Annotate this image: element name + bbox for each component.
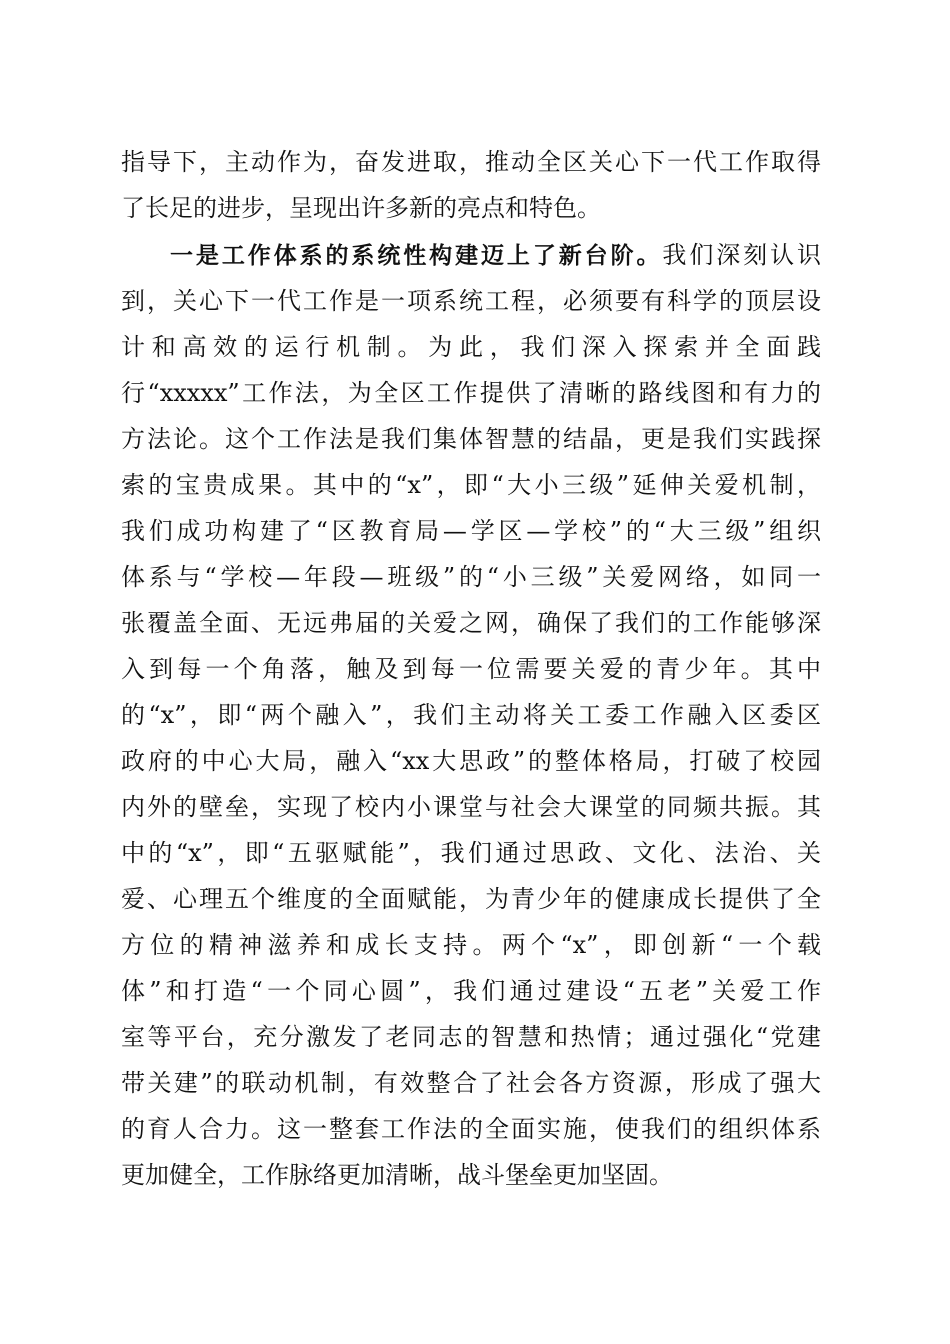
paragraph-line: 索的宝贵成果。其中的“x”，即“大小三级”延伸关爱机制， bbox=[121, 471, 821, 499]
paragraph-line: 室等平台，充分激发了老同志的智慧和热情；通过强化“党建 bbox=[121, 1023, 821, 1051]
paragraph-line: 计和高效的运行机制。为此，我们深入探索并全面践 bbox=[121, 333, 821, 361]
paragraph-line: 入到每一个角落，触及到每一位需要关爱的青少年。其中 bbox=[121, 655, 821, 683]
paragraph-text: 我们深刻认识 bbox=[662, 241, 822, 269]
paragraph-line: 的育人合力。这一整套工作法的全面实施，使我们的组织体系 bbox=[121, 1115, 821, 1143]
paragraph-line: 我们成功构建了“区教育局—学区—学校”的“大三级”组织 bbox=[121, 517, 821, 545]
paragraph-heading: 一是工作体系的系统性构建迈上了新台阶。 bbox=[170, 243, 663, 269]
paragraph-line: 爱、心理五个维度的全面赋能，为青少年的健康成长提供了全 bbox=[121, 885, 821, 913]
paragraph-line: 带关建”的联动机制，有效整合了社会各方资源，形成了强大 bbox=[121, 1069, 821, 1097]
paragraph-line: 到，关心下一代工作是一项系统工程，必须要有科学的顶层设 bbox=[121, 287, 821, 315]
paragraph-line: 行“xxxxx”工作法，为全区工作提供了清晰的路线图和有力的 bbox=[121, 379, 821, 407]
paragraph-line: 政府的中心大局，融入“xx大思政”的整体格局，打破了校园 bbox=[121, 747, 821, 775]
paragraph-line: 内外的壁垒，实现了校内小课堂与社会大课堂的同频共振。其 bbox=[121, 793, 821, 821]
paragraph-line: 的“x”，即“两个融入”，我们主动将关工委工作融入区委区 bbox=[121, 701, 821, 729]
paragraph-heading-line bbox=[170, 235, 821, 275]
paragraph-line: 指导下，主动作为，奋发进取，推动全区关心下一代工作取得 bbox=[121, 148, 821, 176]
paragraph-line: 更加健全，工作脉络更加清晰，战斗堡垒更加坚固。 bbox=[121, 1161, 673, 1189]
paragraph-line: 方法论。这个工作法是我们集体智慧的结晶，更是我们实践探 bbox=[121, 425, 821, 453]
paragraph-line: 中的“x”，即“五驱赋能”，我们通过思政、文化、法治、关 bbox=[121, 839, 821, 867]
paragraph-line: 体”和打造“一个同心圆”，我们通过建设“五老”关爱工作 bbox=[121, 977, 821, 1005]
paragraph-line: 方位的精神滋养和成长支持。两个“x”，即创新“一个载 bbox=[121, 931, 821, 959]
paragraph-line: 张覆盖全面、无远弗届的关爱之网，确保了我们的工作能够深 bbox=[121, 609, 821, 637]
paragraph-line: 了长足的进步，呈现出许多新的亮点和特色。 bbox=[121, 194, 601, 222]
paragraph-line: 体系与“学校—年段—班级”的“小三级”关爱网络，如同一 bbox=[121, 563, 821, 591]
